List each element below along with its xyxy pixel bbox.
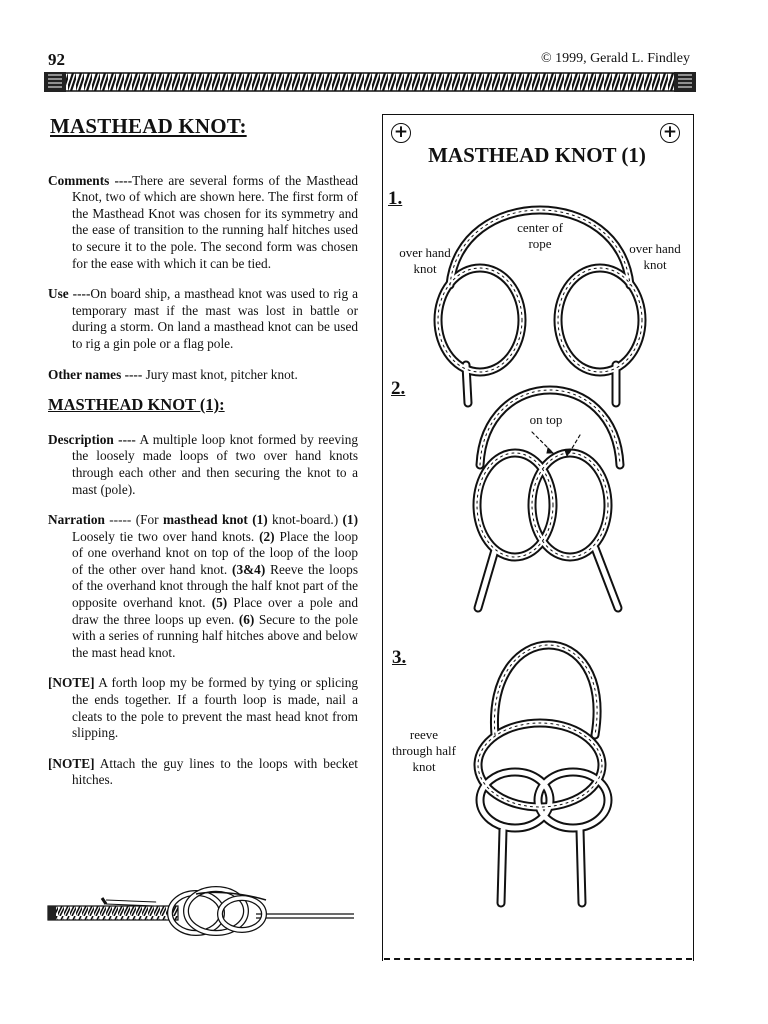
other-names-paragraph xyxy=(48,367,358,384)
step-1-knot-illustration xyxy=(420,195,660,410)
note-text: A forth loop my be formed by tying or splicing the ends together. If a fourth loop is made, nail a cleats to the pole to prevent the mast head knot from slipping. xyxy=(72,675,358,741)
note-paragraph xyxy=(48,756,358,789)
other-names-label: Other names ---- xyxy=(48,366,143,382)
label-overhand-knot-right: over hand knot xyxy=(629,241,681,272)
other-names-text: Jury mast knot, pitcher knot. xyxy=(142,366,298,382)
use-label: Use ---- xyxy=(48,286,91,302)
note-label: [NOTE] xyxy=(48,675,95,691)
narration-text: Place the loop of one overhand knot on top of the loop of the loop of the other over hand knot. xyxy=(72,528,358,577)
panel-title: MASTHEAD KNOT (1) xyxy=(428,143,646,167)
page-number: 92 xyxy=(48,50,65,69)
step-3-number: 3. xyxy=(392,647,407,668)
step-2-number: 2. xyxy=(391,378,406,399)
description-text: A multiple loop knot formed by reeving the loosely made loops of two over hand knots through each other and then securing the knot to a mast (pole). xyxy=(72,431,358,497)
step-1-number: 1. xyxy=(388,188,403,209)
label-reeve-through-half-knot: reeve through half knot xyxy=(392,727,456,774)
narration-text: Loosely tie two over hand knots. xyxy=(72,528,260,544)
use-text: On board ship, a masthead knot was used to rig a temporary mast if the mast was lost in battle or during a storm. On land a masthead knot can be used to rig a gin pole or a flag pole. xyxy=(72,286,358,351)
narration-text: Secure to the pole with a series of running half hitches above and below the mast head knot. xyxy=(72,611,358,660)
note-label: [NOTE] xyxy=(48,755,95,771)
label-overhand-knot-left: over hand knot xyxy=(399,245,451,276)
page-title: MASTHEAD KNOT: xyxy=(50,114,247,138)
plus-circle-icon: + xyxy=(660,123,680,143)
use-paragraph xyxy=(48,286,358,352)
narration-knot-name: masthead knot (1) xyxy=(162,512,268,528)
step-2-knot-illustration xyxy=(460,380,640,615)
comments-text: There are several forms of the Masthead Knot, two of which are shown here. The first form of the Masthead Knot was chosen for its symmetry and the ease of transition to the running half hitches used to secure it to the pole. The second form was chosen for the ease with which it can be tied. xyxy=(72,172,358,271)
comments-paragraph xyxy=(48,173,358,273)
plus-circle-icon: + xyxy=(391,123,411,143)
description-label: Description ---- xyxy=(48,431,136,447)
description-paragraph xyxy=(48,432,358,498)
copyright-notice: © 1999, Gerald L. Findley xyxy=(540,51,690,66)
masthead-knot-on-pole-illustration xyxy=(46,880,358,940)
panel-dashed-border xyxy=(384,958,692,960)
label-on-top: on top xyxy=(529,412,563,427)
comments-label: Comments ---- xyxy=(48,172,133,188)
note-paragraph xyxy=(48,675,358,741)
narration-step: (5) xyxy=(211,595,228,611)
narration-step: (3&4) xyxy=(232,561,266,577)
left-column xyxy=(48,114,359,803)
label-center-of-rope: center of rope xyxy=(517,220,563,251)
narration-step: (6) xyxy=(238,611,255,627)
step-3-knot-illustration xyxy=(455,625,635,910)
narration-text: Place over a pole and draw the three loops up even. xyxy=(72,595,358,627)
narration-text: ----- (For xyxy=(104,512,163,528)
section-title: MASTHEAD KNOT (1): xyxy=(48,395,225,415)
narration-step: (1) xyxy=(342,512,359,528)
note-text: Attach the guy lines to the loops with becket hitches. xyxy=(72,755,358,788)
narration-paragraph xyxy=(48,512,358,661)
narration-label: Narration xyxy=(48,512,105,528)
narration-text: Reeve the loops of the overhand knot through the half knot part of the opposite overhand knot. xyxy=(72,561,358,611)
narration-text: knot-board.) xyxy=(267,512,343,528)
narration-step: (2) xyxy=(259,528,275,544)
rope-header-divider xyxy=(44,70,696,94)
